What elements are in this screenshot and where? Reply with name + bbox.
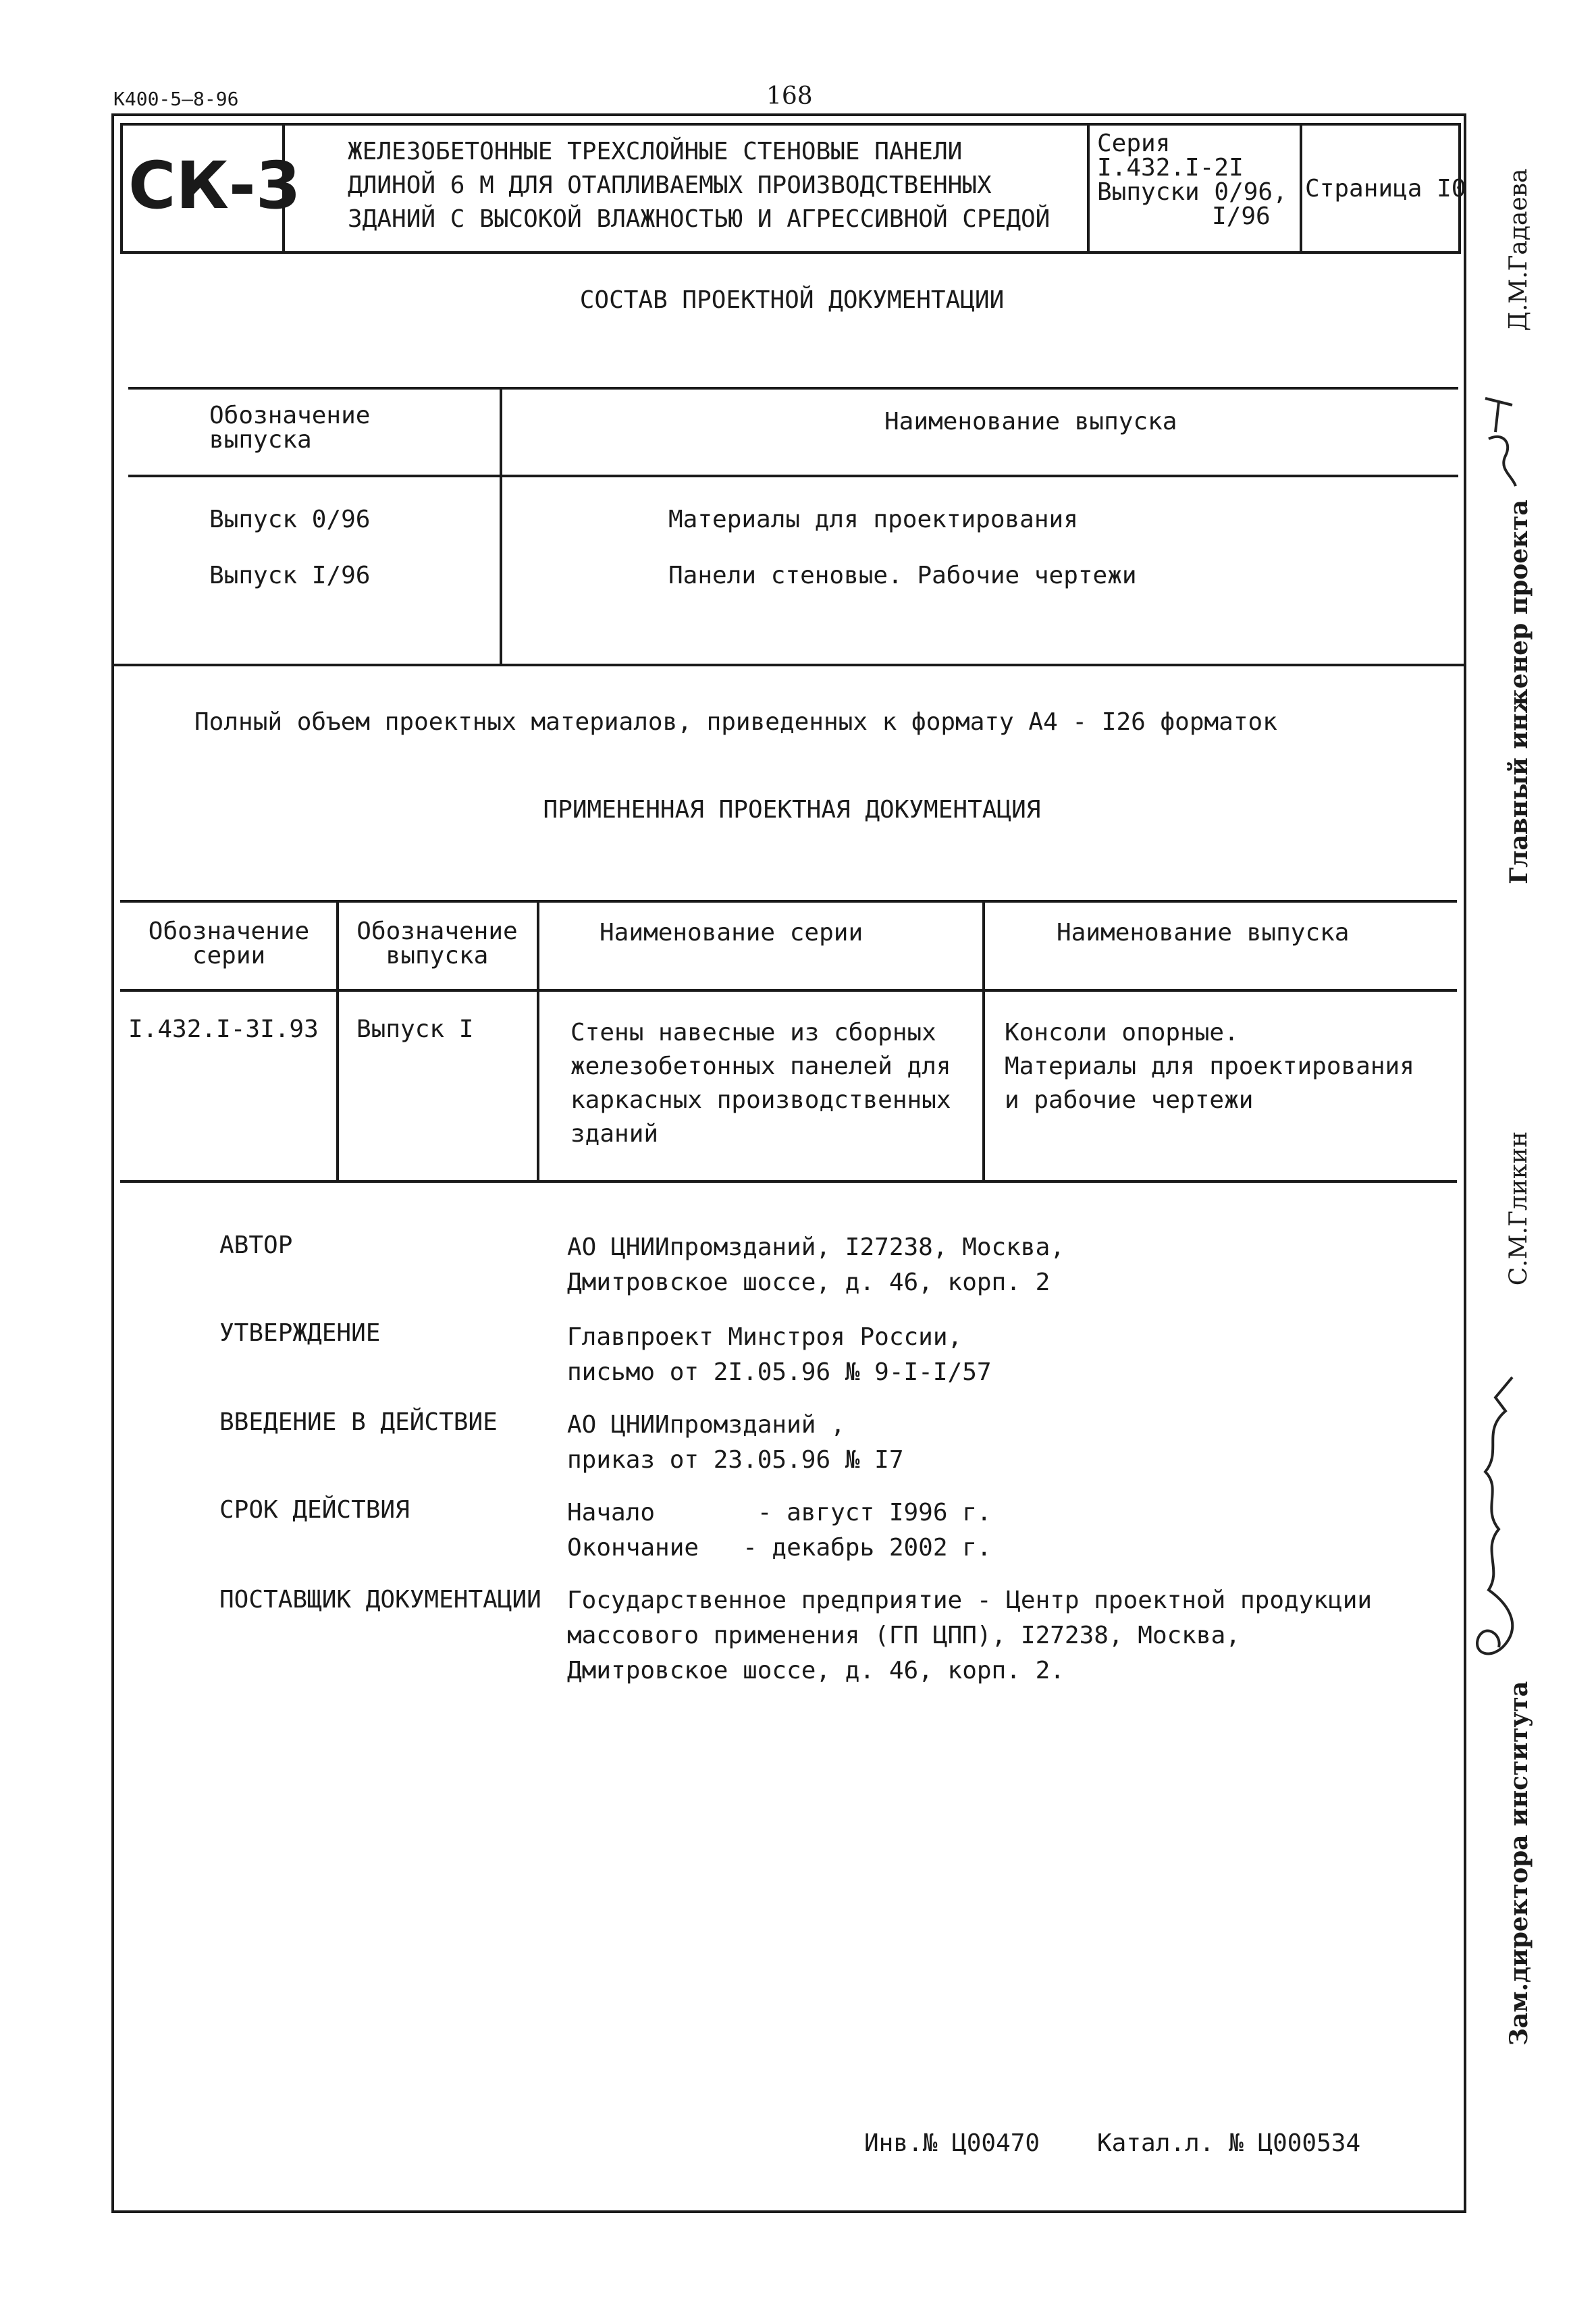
frame-top xyxy=(111,113,1466,116)
title-block-bottom xyxy=(120,251,1460,254)
page-number: 168 xyxy=(766,82,813,110)
applied-col-series-designation: Обозначение серии xyxy=(148,918,310,969)
issue-designation: Выпуск I/96 xyxy=(209,562,371,589)
applied-col-issue-designation: Обозначение выпуска xyxy=(356,918,518,969)
title-line: ЗДАНИЙ С ВЫСОКОЙ ВЛАЖНОСТЬЮ И АГРЕССИВНОЙ СРЕДОЙ xyxy=(348,205,1050,233)
inventory-number: Инв.№ Ц00470 xyxy=(864,2129,1040,2157)
info-value: Начало - август I996 г. Окончание - декабрь 2002 г. xyxy=(567,1499,992,1562)
frame-bottom xyxy=(111,2210,1466,2213)
applied-title: ПРИМЕНЕННАЯ ПРОЕКТНАЯ ДОКУМЕНТАЦИЯ xyxy=(543,796,1041,824)
info-value: АО ЦНИИпромзданий, I27238, Москва, Дмитровское шоссе, д. 46, корп. 2 xyxy=(567,1233,1065,1296)
info-label: УТВЕРЖДЕНИЕ xyxy=(219,1319,381,1347)
title-block-top xyxy=(120,123,1460,126)
composition-title: СОСТАВ ПРОЕКТНОЙ ДОКУМЕНТАЦИИ xyxy=(579,286,1005,314)
info-value: АО ЦНИИпромзданий , приказ от 23.05.96 № I7 xyxy=(567,1411,904,1474)
catalog-number: Катал.л. № Ц000534 xyxy=(1097,2129,1361,2157)
info-label: АВТОР xyxy=(219,1231,293,1259)
series-info: Серия I.432.I-2I Выпуски 0/96, I/96 xyxy=(1097,130,1287,230)
signer-name-1: Д.М.Гадаева xyxy=(1505,168,1533,331)
issue-name: Панели стеновые. Рабочие чертежи xyxy=(668,562,1137,589)
signer-name-2: С.М.Гликин xyxy=(1505,1131,1533,1286)
issue-name: Материалы для проектирования xyxy=(668,506,1078,533)
frame-left xyxy=(111,113,114,2213)
page-label: Страница I0 xyxy=(1305,175,1466,203)
stamp-code: СК-3 xyxy=(128,148,301,223)
signer-role-2: Зам.директора института xyxy=(1505,1680,1533,2046)
signature-1 xyxy=(1475,392,1522,493)
signature-2 xyxy=(1465,1371,1526,1668)
issue-designation: Выпуск 0/96 xyxy=(209,506,371,533)
applied-series: I.432.I-3I.93 xyxy=(128,1015,319,1043)
info-value: Главпроект Минстроя России, письмо от 2I.05.96 № 9-I-I/57 xyxy=(567,1323,992,1386)
composition-col-name: Наименование выпуска xyxy=(884,408,1177,435)
total-volume: Полный объем проектных материалов, приведенных к формату А4 - I26 форматок xyxy=(194,708,1277,736)
document-title xyxy=(348,135,1050,236)
info-label: ПОСТАВЩИК ДОКУМЕНТАЦИИ xyxy=(219,1586,541,1614)
title-line: ДЛИНОЙ 6 М ДЛЯ ОТАПЛИВАЕМЫХ ПРОИЗВОДСТВЕННЫХ xyxy=(348,171,992,199)
document-code: К400-5—8-96 xyxy=(113,88,239,110)
info-label: ВВЕДЕНИЕ В ДЕЙСТВИЕ xyxy=(219,1408,498,1436)
applied-col-issue-name: Наименование выпуска xyxy=(1057,919,1350,947)
info-value: Государственное предприятие - Центр проектной продукции массового применения (ГП ЦПП), I27238, Москва, Дмитровское шоссе, д. 46, корп. 2. xyxy=(567,1587,1373,1684)
applied-col-series-name: Наименование серии xyxy=(600,919,863,947)
applied-issue-name: Консоли опорные. Материалы для проектирования и рабочие чертежи xyxy=(1005,1019,1414,1114)
title-line: ЖЕЛЕЗОБЕТОННЫЕ ТРЕХСЛОЙНЫЕ СТЕНОВЫЕ ПАНЕЛИ xyxy=(348,138,963,165)
applied-series-name: Стены навесные из сборных железобетонных панелей для каркасных производственных зданий xyxy=(570,1019,951,1148)
applied-issue: Выпуск I xyxy=(356,1015,474,1043)
signer-role-1: Главный инженер проекта xyxy=(1505,500,1533,884)
info-label: СРОК ДЕЙСТВИЯ xyxy=(219,1496,410,1524)
frame-right xyxy=(1464,113,1466,2213)
composition-col-designation: Обозначение выпуска xyxy=(209,402,371,454)
